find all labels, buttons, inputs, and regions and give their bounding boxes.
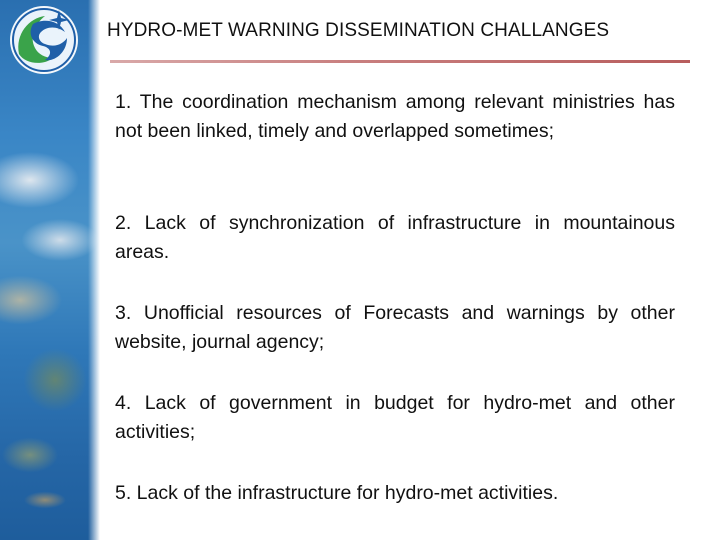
challenge-item-1: 1. The coordination mechanism among relevant ministries has not been linked, timely and overlapped sometimes; — [115, 91, 675, 142]
challenge-item-4: 4. Lack of government in budget for hydro-met and other activities; — [115, 392, 675, 443]
title-underline — [110, 60, 690, 63]
challenge-item-5: 5. Lack of the infrastructure for hydro-met activities. — [115, 482, 559, 504]
organization-logo — [5, 4, 83, 76]
satellite-image-band — [0, 0, 100, 540]
challenge-item-3: 3. Unofficial resources of Forecasts and warnings by other website, journal agency; — [115, 302, 675, 353]
slide-title: HYDRO-MET WARNING DISSEMINATION CHALLANGES — [107, 20, 610, 41]
challenge-item-2: 2. Lack of synchronization of infrastructure in mountainous areas. — [115, 212, 675, 263]
